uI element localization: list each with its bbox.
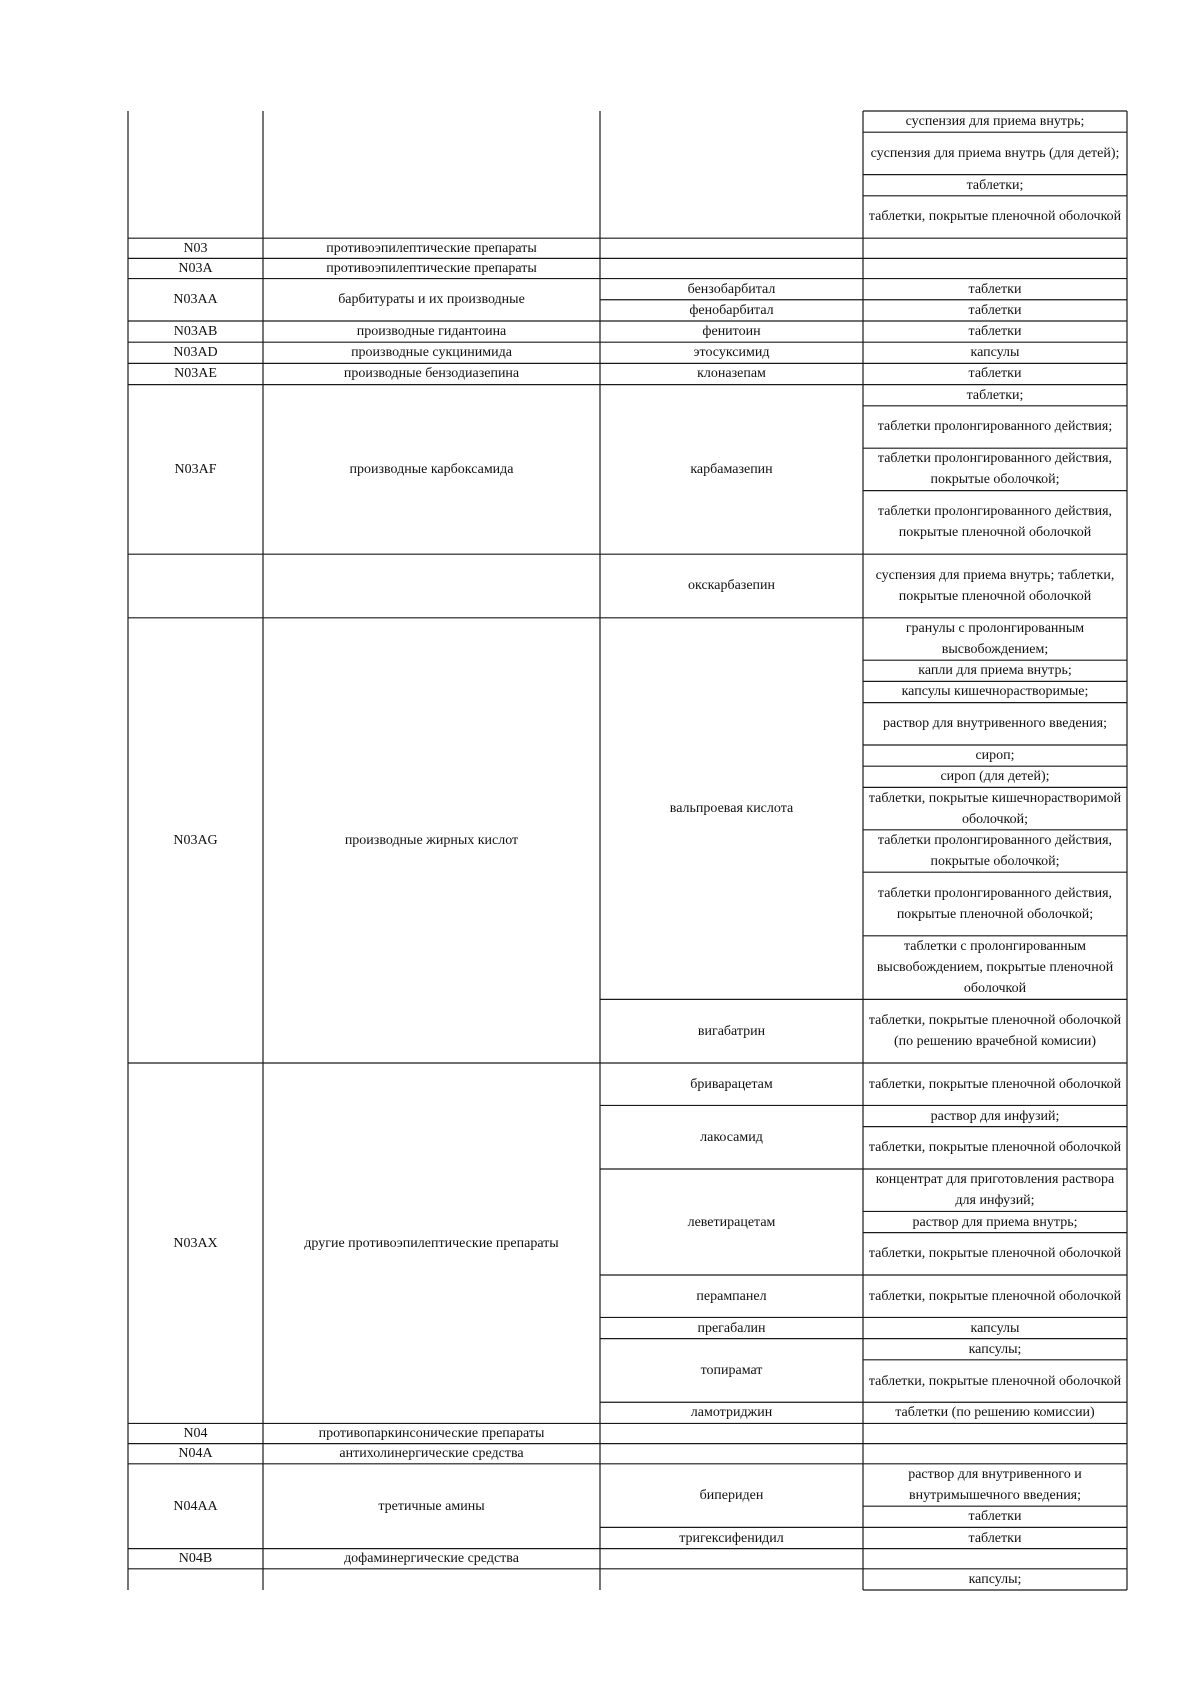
atc-group-cell: противопаркинсонические препараты: [318, 1426, 545, 1442]
dosage-form-cell: таблетки пролонгированного действия, покрытые оболочкой;: [877, 451, 1113, 488]
substance-cell: [600, 1569, 863, 1590]
substance-cell: ламотриджин: [690, 1405, 773, 1421]
atc-group-cell: дофаминергические средства: [344, 1551, 519, 1567]
dosage-form-cell: раствор для инфузий;: [930, 1108, 1060, 1124]
atc-code-cell: N03AG: [173, 832, 218, 848]
atc-group-cell: производные жирных кислот: [344, 832, 519, 848]
substance-cell: [600, 1549, 863, 1569]
substance-cell: [600, 1423, 863, 1443]
atc-code-cell: [128, 554, 263, 618]
dosage-form-cell: таблетки пролонгированного действия;: [877, 419, 1113, 435]
dosage-form-cell: капсулы: [970, 345, 1020, 361]
atc-code-cell: N03: [183, 240, 208, 256]
dosage-form-cell: таблетки пролонгированного действия, покрытые пленочной оболочкой;: [877, 886, 1113, 922]
atc-code-cell: N04AA: [173, 1498, 218, 1514]
atc-group-cell: другие противоэпилептические препараты: [304, 1235, 559, 1251]
substance-cell: вигабатрин: [697, 1023, 766, 1039]
dosage-form-cell: таблетки с пролонгированным высвобождением, покрытые пленочной оболочкой: [876, 939, 1114, 997]
dosage-form-cell: капли для приема внутрь;: [918, 663, 1072, 679]
dosage-form-cell: капсулы кишечнорастворимые;: [901, 684, 1089, 700]
atc-group-cell: производные гидантоина: [356, 324, 507, 340]
substance-cell: вальпроевая кислота: [669, 801, 794, 817]
substance-cell: топирамат: [700, 1362, 763, 1378]
atc-group-cell: [263, 554, 600, 618]
dosage-form-cell: таблетки, покрытые пленочной оболочкой: [868, 209, 1122, 225]
dosage-form-cell: таблетки, покрытые кишечнорастворимой оболочкой;: [868, 790, 1122, 827]
dosage-form-cell: капсулы;: [968, 1341, 1022, 1357]
substance-cell: бензобарбитал: [687, 281, 776, 297]
dosage-form-cell: таблетки, покрытые пленочной оболочкой (по решению врачебной комисии): [868, 1013, 1122, 1050]
dosage-form-cell: таблетки: [968, 302, 1022, 318]
dosage-form-cell: раствор для приема внутрь;: [912, 1214, 1078, 1230]
atc-group-cell: третичные амины: [378, 1498, 485, 1514]
substance-cell: [600, 111, 863, 238]
atc-code-cell: N03AB: [173, 324, 218, 340]
dosage-form-cell: гранулы с пролонгированным высвобождением;: [905, 620, 1085, 657]
dosage-form-cell: суспензия для приема внутрь;: [905, 114, 1085, 130]
substance-cell: бриварацетам: [690, 1076, 773, 1092]
dosage-form-cell: концентрат для приготовления раствора для инфузий;: [875, 1172, 1115, 1209]
dosage-form-cell: таблетки пролонгированного действия, покрытые оболочкой;: [877, 832, 1113, 869]
dosage-form-cell: таблетки;: [966, 177, 1024, 193]
dosage-form-cell: таблетки, покрытые пленочной оболочкой: [868, 1076, 1122, 1092]
substance-cell: тригексифенидил: [679, 1530, 784, 1546]
dosage-form-cell: раствор для внутривенного и внутримышечного введения;: [908, 1466, 1082, 1503]
atc-group-cell: производные бензодиазепина: [343, 366, 520, 382]
atc-group-cell: барбитураты и их производные: [338, 292, 525, 308]
dosage-form-cell: таблетки, покрытые пленочной оболочкой: [868, 1140, 1122, 1156]
atc-code-cell: [128, 111, 263, 238]
dosage-form-cell: раствор для внутривенного введения;: [883, 716, 1107, 732]
dosage-form-cell: таблетки пролонгированного действия, покрытые пленочной оболочкой: [877, 504, 1113, 541]
atc-code-cell: N03A: [178, 260, 213, 276]
dosage-form-cell: капсулы: [970, 1320, 1020, 1336]
atc-code-cell: [128, 1569, 263, 1590]
dosage-form-cell: суспензия для приема внутрь (для детей);: [870, 145, 1120, 161]
substance-cell: перампанел: [696, 1288, 767, 1304]
atc-code-cell: N04: [183, 1426, 208, 1442]
dosage-form-cell: таблетки: [968, 1530, 1022, 1546]
atc-code-cell: N04B: [178, 1551, 213, 1567]
atc-code-cell: N03AX: [173, 1235, 218, 1251]
substance-cell: окскарбазепин: [687, 578, 776, 594]
atc-group-cell: [263, 1569, 600, 1590]
atc-code-cell: N04A: [178, 1446, 213, 1462]
dosage-form-cell: таблетки: [968, 366, 1022, 382]
substance-cell: этосуксимид: [693, 345, 770, 361]
atc-code-cell: N03AD: [173, 345, 218, 361]
dosage-form-cell: таблетки: [968, 324, 1022, 340]
dosage-form-cell: капсулы;: [968, 1571, 1022, 1587]
dosage-form-cell: таблетки: [968, 1509, 1022, 1525]
substance-cell: карбамазепин: [690, 461, 773, 477]
substance-cell: [600, 258, 863, 278]
substance-cell: бипериден: [699, 1488, 764, 1504]
atc-code-cell: N03AF: [174, 461, 217, 477]
dosage-form-cell: сироп (для детей);: [940, 769, 1050, 785]
dosage-form-cell: таблетки, покрытые пленочной оболочкой: [868, 1246, 1122, 1262]
dosage-form-cell: суспензия для приема внутрь; таблетки, покрытые пленочной оболочкой: [875, 567, 1115, 604]
substance-cell: [600, 238, 863, 258]
dosage-form-cell: сироп;: [975, 748, 1015, 764]
substance-cell: леветирацетам: [687, 1214, 776, 1230]
substance-cell: [600, 1444, 863, 1464]
atc-group-cell: противоэпилептические препараты: [326, 240, 537, 256]
substance-cell: лакосамид: [700, 1129, 763, 1145]
atc-code-cell: N03AE: [174, 366, 217, 382]
substance-cell: клоназепам: [697, 366, 766, 382]
substance-cell: фенитоин: [702, 324, 761, 340]
dosage-form-cell: таблетки;: [966, 387, 1024, 403]
atc-code-cell: N03AA: [173, 292, 218, 308]
substance-cell: фенобарбитал: [689, 302, 774, 318]
substance-cell: прегабалин: [697, 1320, 766, 1336]
atc-group-cell: производные карбоксамида: [349, 461, 514, 477]
dosage-form-cell: таблетки, покрытые пленочной оболочкой: [868, 1288, 1122, 1304]
dosage-form-cell: таблетки (по решению комиссии): [895, 1405, 1095, 1421]
atc-group-cell: [263, 111, 600, 238]
atc-group-cell: производные сукцинимида: [351, 345, 512, 361]
dosage-form-cell: таблетки: [968, 281, 1022, 297]
dosage-form-cell: таблетки, покрытые пленочной оболочкой: [868, 1373, 1122, 1389]
atc-group-cell: противоэпилептические препараты: [326, 260, 537, 276]
atc-group-cell: антихолинергические средства: [339, 1446, 524, 1462]
